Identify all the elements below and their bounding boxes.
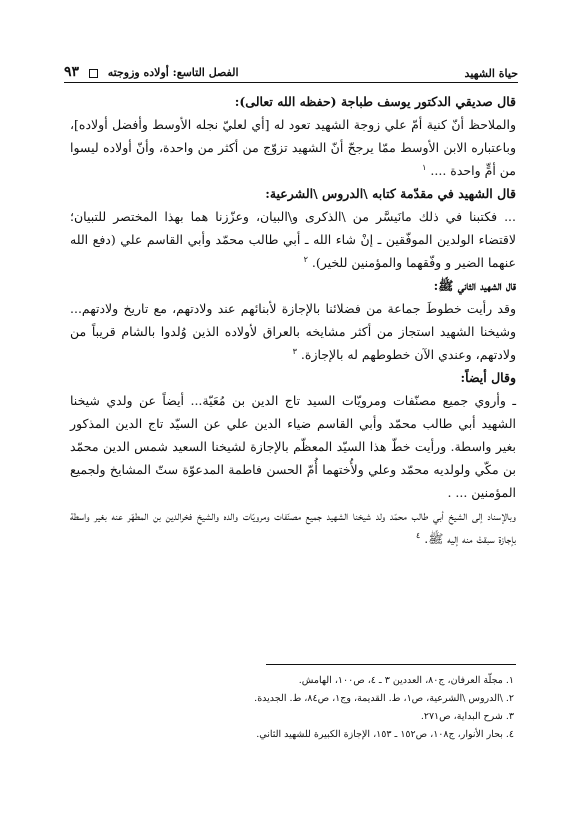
paragraph-text: ـ وأروي جميع مصنّفات ومرويّات السيد تاج الدين بن مُعَيّة... أيضاً عن ولدي شيخنا الشهيد أبي طالب محمّد وأبي القاسم ضياء الدين علي عن السيّد تاج الدين المذكور بغير واسطة. ورأيت خطّ هذا السيّد المعظّم بالإجازة لشيخنا السعيد شمس الدين محمّد بن مكّي ولولديه محمّد وعلي ولأُختهما أُمّ الحسن فاطمة المدعوّة ستّ المشايخ ولجميع المؤمنين ... .: [70, 393, 516, 500]
footnote: ١. مجلّة العرفان، ج٨٠، العددين ٣ ـ ٤، ص١٠٠، الهامش.: [298, 675, 514, 686]
header-rule: [64, 82, 518, 83]
paragraph: [70, 205, 516, 274]
paragraph-text: قال الشهيد الثاني ﷺ:: [433, 278, 516, 293]
footnotes: [70, 672, 514, 744]
paragraph: [70, 274, 516, 297]
paragraph: [70, 297, 516, 366]
main-text: [70, 90, 516, 550]
paragraph-text: والملاحظ أنّ كنية أمّ علي زوجة الشهيد تعود له [أي لعليّ نجله الأوسط وأفضل أولاده]، وباعتباره الابن الأوسط ممّا يرجحّ أنّ الشهيد تزوّج من أكثر من واحدة، وأنّ أولاده ليسوا من أمٍّ واحدة ....: [70, 117, 516, 178]
chapter-title: الفصل التاسع: أولاده وزوجته: [107, 66, 239, 79]
paragraph-text: قال الشهيد في مقدّمة كتابه \الدروس \الشرعية:: [265, 186, 516, 201]
paragraph: [70, 389, 516, 504]
footnote: ٢. \الدروس \الشرعية، ص١، ط. القديمة، وج١، ص٨٤، ط. الجديدة.: [254, 693, 514, 704]
book-title: حياة الشهيد: [464, 67, 518, 80]
chapter-and-page: [64, 64, 239, 80]
footnote-marker[interactable]: ٣: [292, 346, 297, 356]
paragraph-text: قال صديقي الدكتور يوسف طباجة (حفظه الله تعالى):: [234, 94, 516, 109]
page-number: ٩٣: [64, 64, 80, 80]
footnote-rule: [266, 664, 516, 665]
separator-square-icon: [89, 69, 98, 78]
paragraph: [70, 113, 516, 182]
footnote-marker[interactable]: ٤: [415, 530, 421, 540]
paragraph: [70, 90, 516, 113]
footnote: ٤. بحار الأنوار، ج١٠٨، ص١٥٢ ـ ١٥٣، الإجازة الكبيرة للشهيد الثاني.: [256, 729, 514, 740]
page-header: [64, 56, 518, 80]
footnote-marker[interactable]: ٢: [303, 254, 308, 264]
footnote-marker[interactable]: ١: [422, 162, 427, 172]
paragraph-text: وقد رأيت خطوطَ جماعة من فضلائنا بالإجازة لأبنائهم عند ولادتهم، مع تاريخ ولادتهم... وشيخنا الشهيد استجاز من أكثر مشايخه بالعراق لأولاده الذين وُلدوا بالشام قريباً من ولادتهم، وعندي الآن خطوطهم له بالإجازة.: [70, 301, 516, 362]
paragraph-text: وبالإسناد إلى الشيخ أبي طالب محمّد ولد شيخنا الشهيد جميع مصنّفات ومرويّات والده والشيخ فخرالدين بن المطهّر عنه بغير واسطة بإجازة سبقتْ منه إليه ﷺ.: [70, 508, 516, 546]
footnote: ٣. شرح البداية، ص٢٧١.: [420, 711, 514, 722]
paragraph: [70, 366, 516, 389]
paragraph-text: وقال أيضاً:: [460, 370, 516, 385]
paragraph: [70, 182, 516, 205]
paragraph: [70, 504, 516, 550]
paragraph-text: ... فكتبنا في ذلك مانَيسَّر من \الذكرى و\البيان، وعزّزنا هما بهذا المختصر للتبيان؛ لاقتضاء الولدين الموفّقين ـ إنْ شاء الله ـ أبي طالب محمّد وأبي القاسم علي (دفع الله عنهما الضير و وفّقهما والمؤمنين للخير).: [70, 209, 516, 270]
